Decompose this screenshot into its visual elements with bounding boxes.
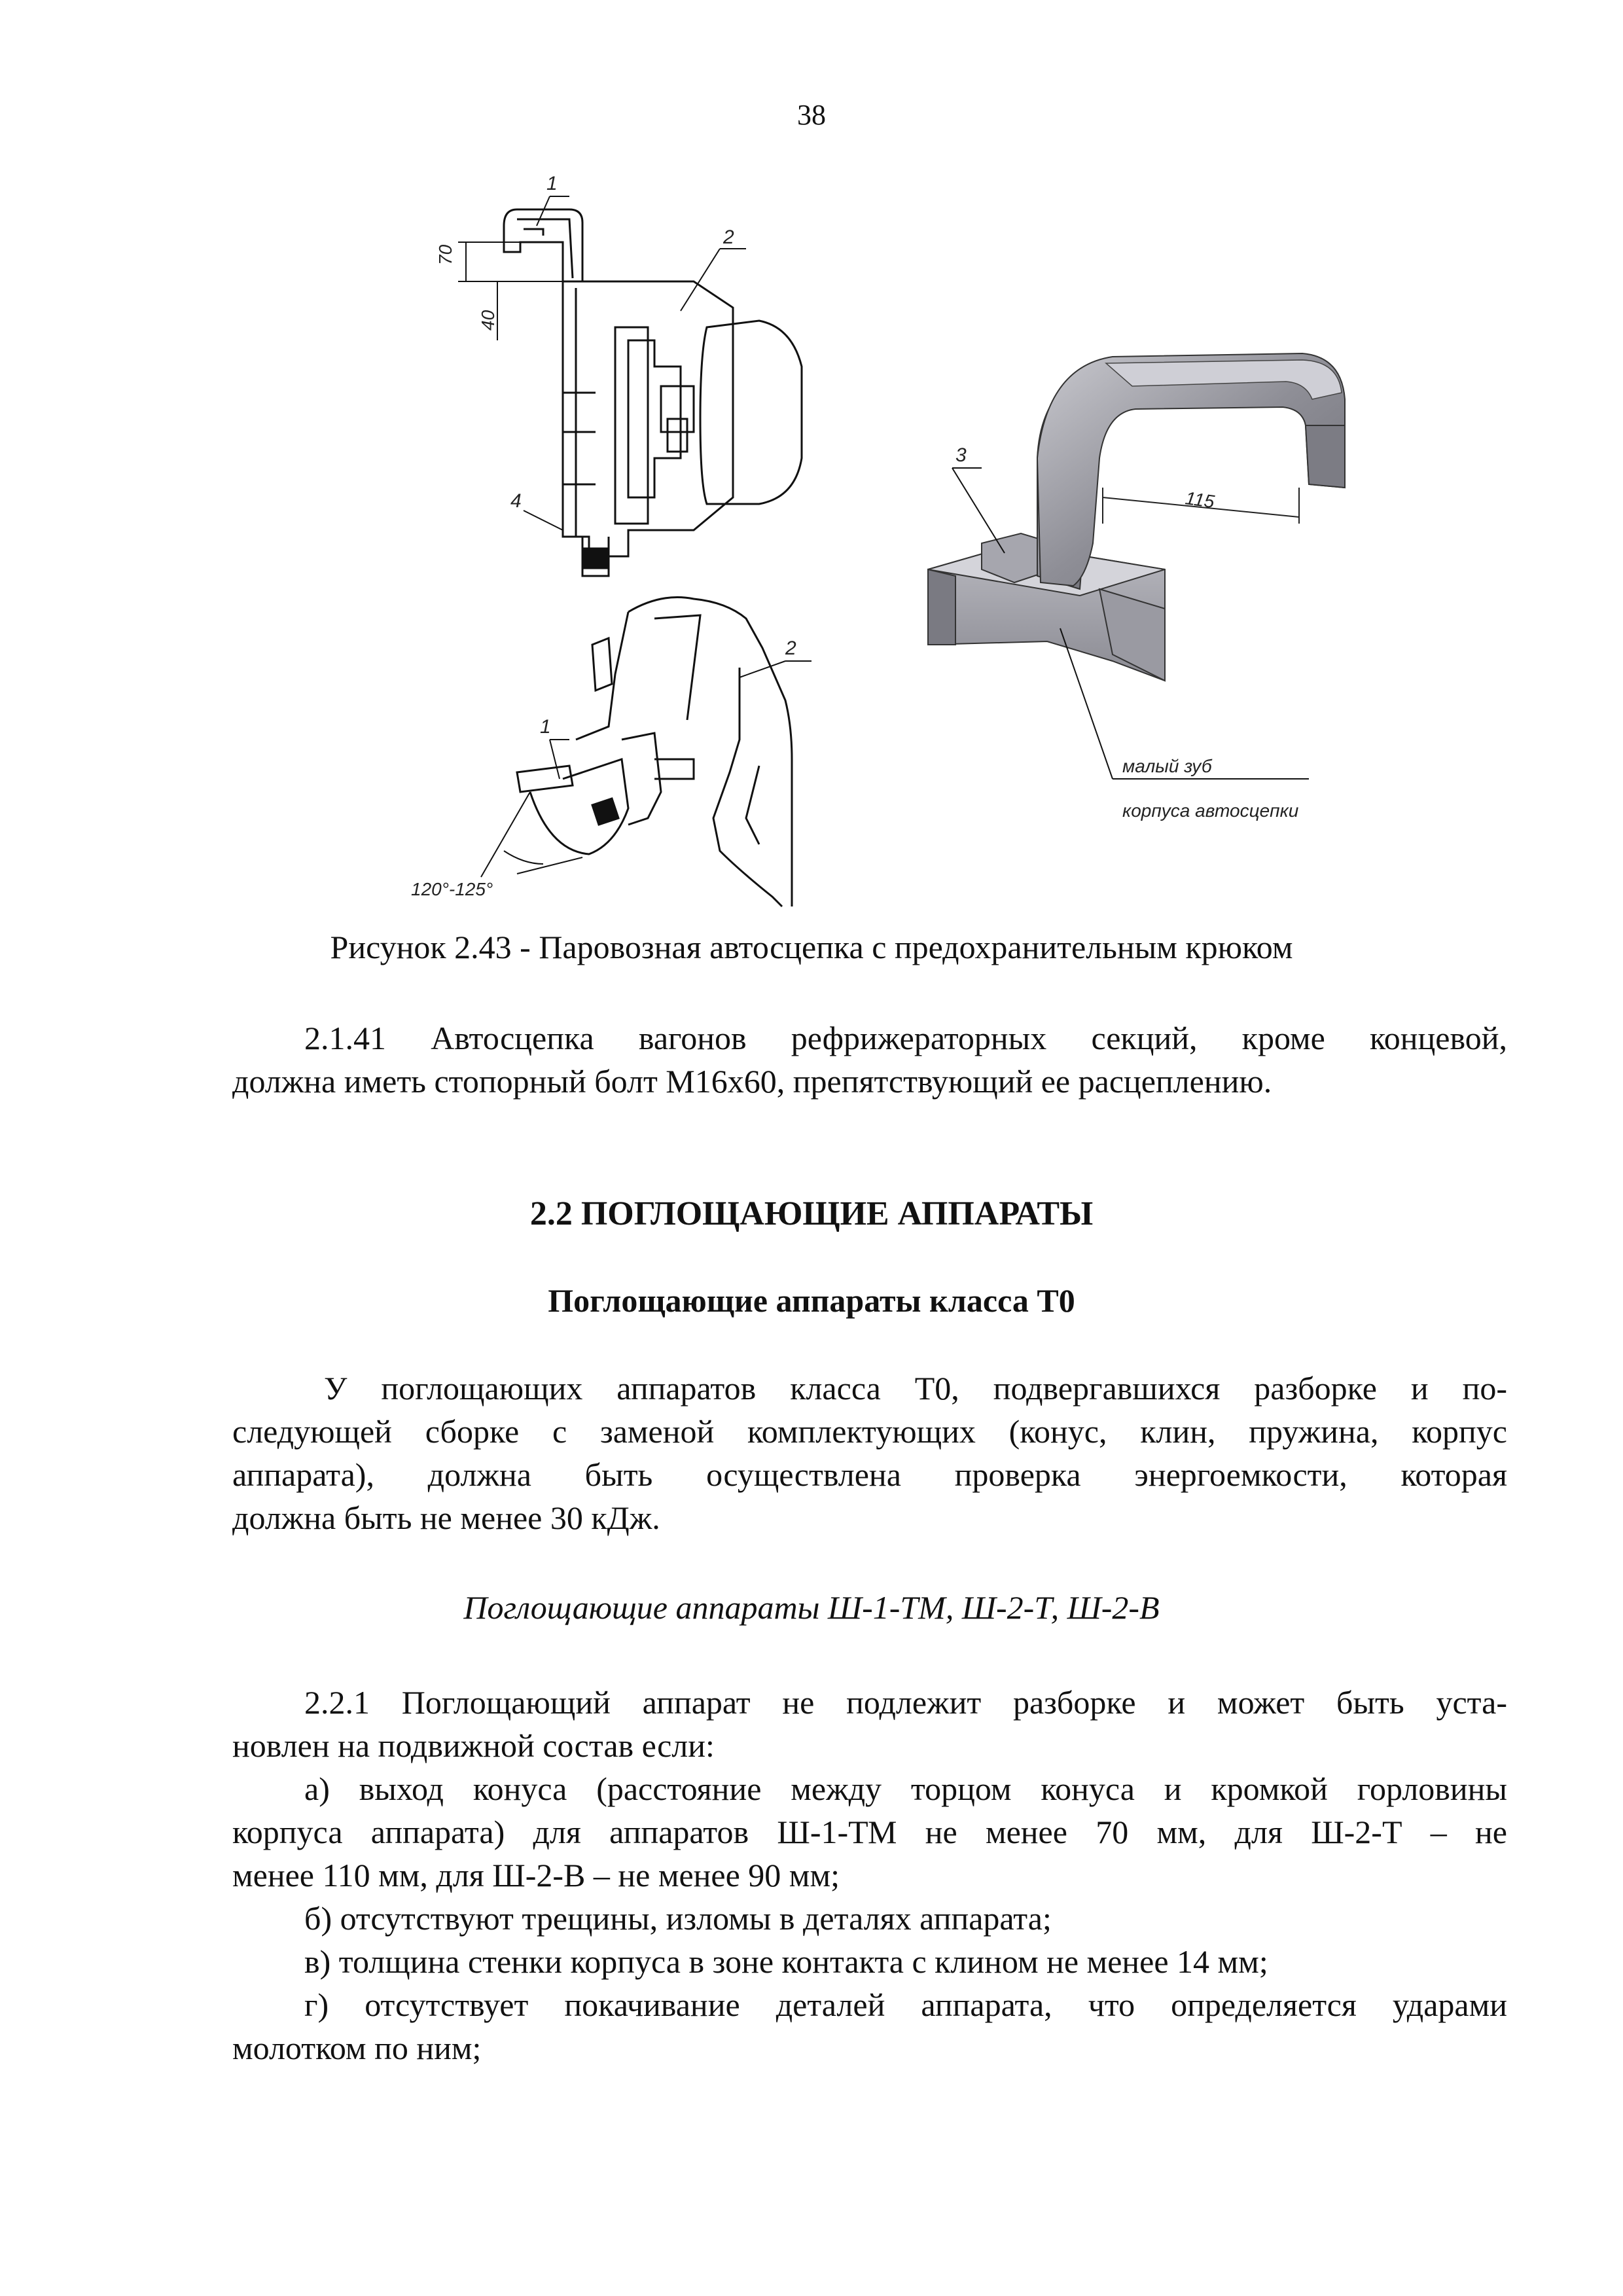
label-1-bottom: 1 [540,716,551,738]
list-item-a-line: менее 110 мм, для Ш-2-В – не менее 90 мм; [232,1857,840,1893]
paragraph-line: 2.2.1 Поглощающий аппарат не подлежит разборке и может быть уста- [304,1684,1507,1721]
paragraph-line: аппарата), должна быть осуществлена проверка энергоемкости, которая [232,1456,1507,1493]
list-item-d-line: г) отсутствует покачивание деталей аппарата, что определяется ударами [304,1986,1507,2023]
paragraph-line: У поглощающих аппаратов класса Т0, подвергавшихся разборке и по- [324,1370,1507,1407]
dim-40: 40 [478,310,498,331]
paragraph-line: новлен на подвижной состав если: [232,1727,715,1764]
section-subtitle: Поглощающие аппараты класса Т0 [548,1282,1075,1319]
note-coupler-body: корпуса автосцепки [1122,800,1299,821]
list-item-a-line: а) выход конуса (расстояние между торцом конуса и кромкой горловины [304,1770,1507,1807]
label-1-top: 1 [546,173,558,194]
label-2-top: 2 [723,226,734,248]
drawing-plan-view [481,598,812,907]
list-item-b: б) отсутствуют трещины, изломы в деталях аппарата; [304,1900,1052,1937]
note-small-tooth: малый зуб [1122,756,1212,776]
list-item-a-line: корпуса аппарата) для аппаратов Ш-1-ТМ не менее 70 мм, для Ш-2-Т – не [232,1814,1507,1850]
paragraph-2-1-41 [232,1016,1507,1103]
paragraph-line: должна быть не менее 30 кДж. [232,1499,660,1536]
figure-caption: Рисунок 2.43 - Паровозная автосцепка с предохранительным крюком [330,929,1293,965]
label-2-bottom: 2 [785,637,796,659]
angle-label: 120°-125° [411,879,493,899]
figure-drawing [0,0,1623,916]
drawing-3d-hook [928,353,1345,779]
paragraph-line: должна иметь стопорный болт М16х60, препятствующий ее расцеплению. [232,1063,1272,1100]
list-item-c: в) толщина стенки корпуса в зоне контакта с клином не менее 14 мм; [304,1943,1268,1980]
dim-70: 70 [435,244,455,265]
drawing-side-view [458,196,802,576]
dim-115: 115 [1184,488,1216,512]
list-item-d-line: молотком по ним; [232,2030,482,2066]
paragraph-2-2-1 [232,1681,1507,2070]
paragraph-t0 [232,1367,1507,1539]
label-4: 4 [510,490,522,512]
page-number: 38 [797,99,826,131]
label-3: 3 [955,444,967,466]
section-title: 2.2 ПОГЛОЩАЮЩИЕ АППАРАТЫ [529,1195,1094,1232]
paragraph-line: 2.1.41 Автосцепка вагонов рефрижераторных секций, кроме концевой, [304,1020,1507,1056]
subsection-title: Поглощающие аппараты Ш-1-ТМ, Ш-2-Т, Ш-2-В [463,1589,1160,1626]
paragraph-line: следующей сборке с заменой комплектующих (конус, клин, пружина, корпус [232,1413,1507,1450]
